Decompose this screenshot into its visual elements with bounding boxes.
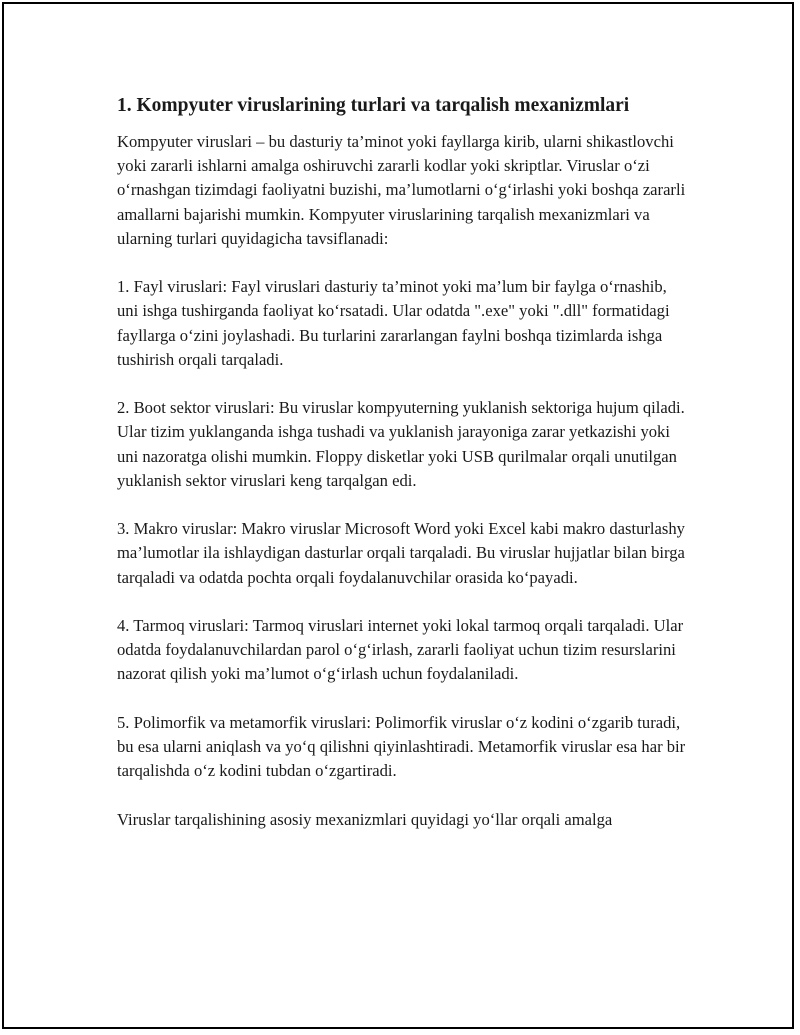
- paragraph-spacer: [117, 493, 687, 517]
- section-heading: 1. Kompyuter viruslarining turlari va tarqalish mexanizmlari: [117, 95, 630, 116]
- paragraph-spacer: [117, 251, 687, 275]
- paragraph-spacer: [117, 590, 687, 614]
- boot-sector-viruses-paragraph: 2. Boot sektor viruslari: Bu viruslar kompyuterning yuklanish sektoriga hujum qiladi. Ular tizim yuklanganda ishga tushadi va yuklanish jarayoniga zarar yetkazishi yoki uni nazoratga olishi mumkin. Floppy disketlar yoki USB qurilmalar orqali unutilgan yuklanish sektor viruslari keng tarqalgan edi.: [117, 398, 685, 490]
- polymorphic-viruses-paragraph: 5. Polimorfik va metamorfik viruslari: Polimorfik viruslar o‘z kodini o‘zgarib turadi, bu esa ularni aniqlash va yo‘q qilishni qiyinlashtiradi. Metamorfik viruslar esa har bir tarqalishda o‘z kodini tubdan o‘zgartiradi.: [117, 712, 686, 781]
- paragraph-spacer: [117, 783, 687, 807]
- macro-viruses-paragraph: 3. Makro viruslar: Makro viruslar Microsoft Word yoki Excel kabi makro dasturlashy ma’lumotlar ila ishlaydigan dasturlar orqali tarqaladi. Bu viruslar hujjatlar bilan birga tarqaladi va odatda pochta orqali foydalanuvchilar orasida ko‘payadi.: [117, 519, 685, 587]
- paragraph-spacer: [117, 687, 687, 711]
- spread-mechanisms-paragraph: Viruslar tarqalishining asosiy mexanizmlari quyidagi yo‘llar orqali amalga: [117, 809, 613, 829]
- network-viruses-paragraph: 4. Tarmoq viruslari: Tarmoq viruslari internet yoki lokal tarmoq orqali tarqaladi. Ular odatda foydalanuvchilardan parol o‘g‘irlash, zararli faoliyat uchun tizim resurslarini nazorat qilish yoki ma’lumot o‘g‘irlash uchun foydalaniladi.: [117, 616, 684, 684]
- file-viruses-paragraph: 1. Fayl viruslari: Fayl viruslari dasturiy ta’minot yoki ma’lum bir faylga o‘rnashib, uni ishga tushirganda faoliyat ko‘rsatadi. Ular odatda ".exe" yoki ".dll" formatidagi fayllarga o‘zini joylashadi. Bu turlarini zararlangan faylni boshqa tizimlarda ishga tushirish orqali tarqaladi.: [117, 277, 670, 369]
- document-body: [117, 92, 687, 832]
- intro-paragraph: Kompyuter viruslari – bu dasturiy ta’minot yoki fayllarga kirib, ularni shikastlovchi yoki zararli ishlarni amalga oshiruvchi zararli kodlar yoki skriptlar. Viruslar o‘zi o‘rnashgan tizimdagi faoliyatni buzishi, ma’lumotlarni o‘g‘irlashi yoki boshqa zararli amallarni bajarishi mumkin. Kompyuter viruslarining tarqalish mexanizmlari va ularning turlari quyidagicha tavsiflanadi:: [117, 132, 686, 248]
- paragraph-spacer: [117, 372, 687, 396]
